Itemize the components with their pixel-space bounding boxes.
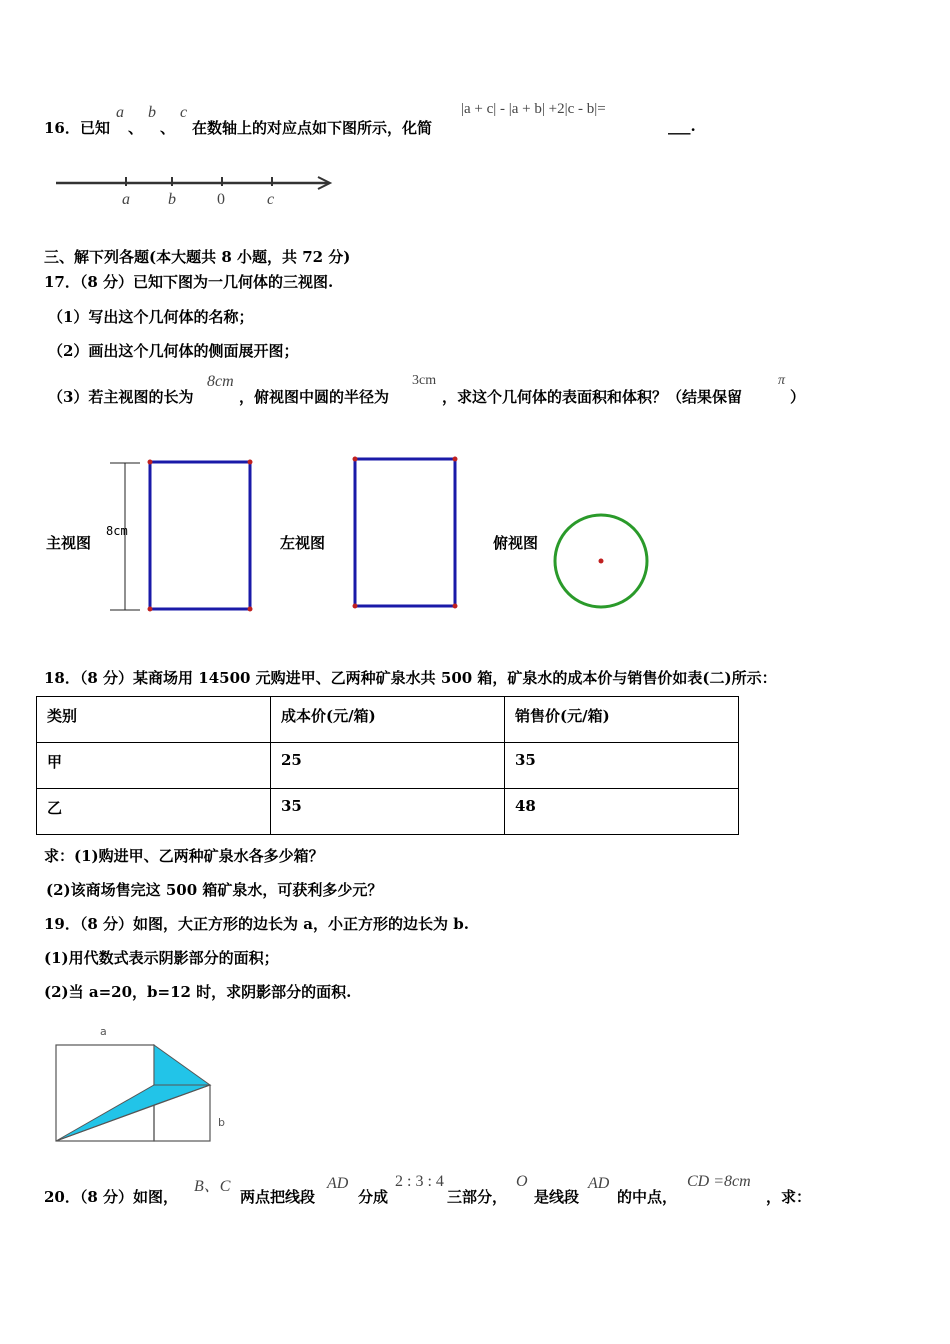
left-view-rect [355, 459, 455, 606]
q18-part1: 求：(1)购进甲、乙两种矿泉水各多少箱？ [44, 847, 324, 865]
q20-ratio: 2 : 3 : 4 [395, 1173, 444, 1190]
table-row [37, 789, 739, 835]
front-view-rect [150, 462, 250, 609]
q20-points-bc: B、C [194, 1178, 231, 1195]
price-table [36, 696, 739, 835]
q17-radius: 3cm [412, 373, 437, 388]
top-view-figure [548, 508, 658, 614]
table-row [37, 743, 739, 789]
top-view-center [599, 559, 604, 564]
q17-title: 17．（8 分）已知下图为一几何体的三视图. [44, 273, 334, 291]
q20-cd: CD =8cm [687, 1173, 751, 1190]
left-view-label: 左视图 [280, 534, 326, 552]
q20-point-o: O [516, 1173, 528, 1190]
front-view-dimension: 8cm [106, 524, 128, 538]
q20-intro: 20．（8 分）如图， [44, 1188, 179, 1206]
q16-number: 16． [44, 119, 80, 137]
top-view-label: 俯视图 [493, 534, 539, 552]
q19-title: 19．（8 分）如图，大正方形的边长为 a，小正方形的边长为 b. [44, 915, 469, 933]
table-cell: 48 [505, 789, 739, 835]
axis-label-c: c [267, 191, 275, 208]
q17-part3-d: ） [790, 388, 806, 406]
label-b: b [218, 1116, 225, 1129]
q16-known: 已知 [80, 119, 111, 137]
q17-length: 8cm [207, 373, 234, 390]
q18-part2: (2)该商场售完这 500 箱矿泉水，可获利多少元？ [46, 881, 383, 899]
section-heading: 三、解下列各题(本大题共 8 小题，共 72 分) [44, 248, 351, 266]
table-header: 成本价(元/箱) [271, 697, 505, 743]
number-line [52, 170, 342, 210]
table-cell: 甲 [37, 743, 271, 789]
q17-part3-b: ，俯视图中圆的半径为 [239, 388, 390, 406]
q17-part2: （2）画出这个几何体的侧面展开图； [48, 342, 299, 360]
q20-text-f: 的中点， [617, 1188, 678, 1206]
q16-expression: |a + c| - |a + b| +2|c - b|= [461, 101, 606, 117]
q16-text: 在数轴上的对应点如下图所示，化简 [192, 119, 433, 137]
front-view-label: 主视图 [46, 534, 92, 552]
table-header-row [37, 697, 739, 743]
label-a: a [100, 1025, 107, 1038]
shaded-triangle-top [154, 1045, 210, 1085]
table-cell: 35 [271, 789, 505, 835]
q20-ad2: AD [588, 1175, 610, 1192]
q16-sep1: 、 [128, 119, 144, 137]
q16-var-b: b [148, 104, 156, 121]
squares-figure [50, 1020, 240, 1150]
q20-text-c: 分成 [358, 1188, 389, 1206]
q20-text-d: 三部分， [447, 1188, 508, 1206]
axis-label-a: a [122, 191, 130, 208]
axis-label-b: b [168, 191, 176, 208]
table-cell: 乙 [37, 789, 271, 835]
q20-text-e: 是线段 [534, 1188, 580, 1206]
q17-pi: π [778, 373, 786, 388]
table-cell: 35 [505, 743, 739, 789]
q20-text-b: 两点把线段 [240, 1188, 316, 1206]
q16-var-c: c [180, 104, 188, 121]
q17-part3-c: ，求这个几何体的表面积和体积？（结果保留 [442, 388, 743, 406]
q20-ad1: AD [327, 1175, 349, 1192]
q19-part1: (1)用代数式表示阴影部分的面积； [44, 949, 279, 967]
table-cell: 25 [271, 743, 505, 789]
left-view-figure [345, 450, 465, 615]
q16-var-a: a [116, 104, 124, 121]
table-header: 类别 [37, 697, 271, 743]
q18-title: 18．（8 分）某商场用 14500 元购进甲、乙两种矿泉水共 500 箱，矿泉水的成本价与销售价如表(二)所示： [44, 669, 777, 687]
q16-sep2: 、 [160, 119, 176, 137]
table-header: 销售价(元/箱) [505, 697, 739, 743]
q16-blank: ___. [668, 117, 696, 135]
q19-part2: (2)当 a=20，b=12 时，求阴影部分的面积. [44, 983, 352, 1001]
q20-text-g: ，求： [766, 1188, 812, 1206]
q17-part1: （1）写出这个几何体的名称； [48, 308, 254, 326]
q17-part3-a: （3）若主视图的长为 [48, 388, 194, 406]
axis-label-0: 0 [217, 191, 225, 208]
